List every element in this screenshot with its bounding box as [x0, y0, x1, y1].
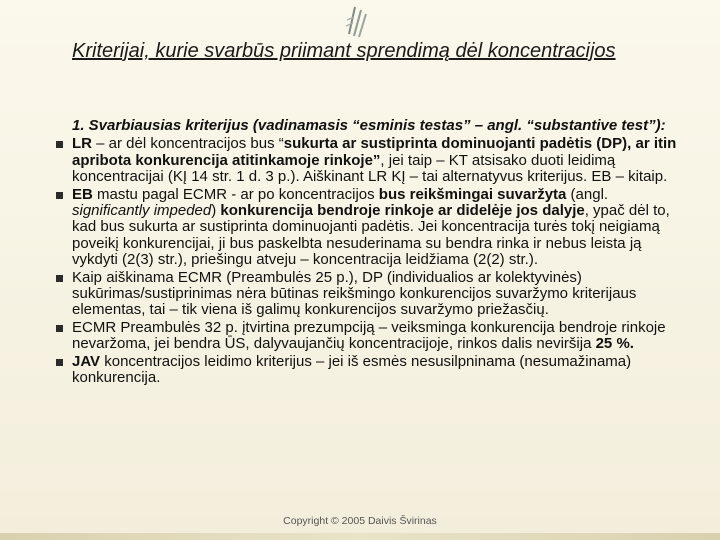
feather-logo-icon [340, 4, 370, 40]
bullet-text-bold: LR [72, 135, 92, 153]
bullet-item [72, 187, 684, 269]
square-bullet-icon [56, 192, 63, 199]
copyright-footer: Copyright © 2005 Daivis Švirinas [283, 515, 437, 527]
square-bullet-icon [56, 141, 63, 148]
slide-title: Kriterijai, kurie svarbūs priimant sprendimą dėl koncentracijos [72, 40, 616, 62]
square-bullet-icon [56, 359, 63, 366]
bullet-text: koncentracijos leidimo kriterijus – jei iš esmės nesusilpninama (nesumažinama) konkurencija. [72, 352, 632, 387]
bullet-text: Kaip aiškinama ECMR (Preambulės 25 p.), DP (individualios ar kolektyvinės) sukūrimas/sustiprinimas nėra būtinas reikšmingo konkurencijos suvaržymo kriterijaus elementas, tai – tik viena iš galimų konkurencijos suvaržymo priežasčių. [72, 268, 637, 319]
slide-content [72, 118, 684, 388]
square-bullet-icon [56, 275, 63, 282]
bullet-text: ) [211, 202, 221, 220]
footer-band [0, 533, 720, 540]
bullet-item [72, 320, 684, 353]
bullet-list [72, 136, 684, 386]
bullet-text: mastu pagal ECMR - ar po koncentracijos [92, 185, 379, 203]
bullet-text-bold: 25 %. [595, 335, 634, 353]
square-bullet-icon [56, 325, 63, 332]
bullet-item [72, 136, 684, 185]
lead-paragraph: 1. Svarbiausias kriterijus (vadinamasis “esminis testas” – angl. “substantive test”): [72, 117, 666, 134]
bullet-text: ECMR Preambulės 32 p. įtvirtina prezumpciją – veiksminga konkurencija bendroje rinkoje nevaržoma, jei bendra ŪS, dalyvaujančių koncentracijoje, rinkos dalis neviršija [72, 318, 666, 353]
bullet-text: (angl. [566, 185, 609, 203]
bullet-text-bold: EB [72, 185, 93, 203]
bullet-text-bold: bus reikšmingai suvaržyta [378, 185, 567, 203]
bullet-text-bold: JAV [72, 352, 101, 370]
bullet-text: , jei taip – KT atsisako duoti leidimą koncentracijai (KĮ 14 str. 1 d. 3 p.). Aiškinant LR KĮ – tai alternatyvus kriterijus. EB – kitaip. [72, 151, 668, 186]
bullet-item [72, 354, 684, 387]
bullet-text: , ypač dėl to, kad bus sukurta ar sustiprinta dominuojanti padėtis. Jei koncentracija turės tokį neigiamą poveikį konkurencijai, ji bus paskelbta nesuderinama su bendra rinka ir nebus leista ją vykdyti (2(3) str.), priešingu atveju – koncentracija leidžiama (2(2) str.). [72, 202, 670, 269]
bullet-text: – ar dėl koncentracijos bus “ [92, 135, 284, 153]
bullet-text-italic: significantly impeded [72, 202, 212, 220]
bullet-item [72, 270, 684, 319]
bullet-text-bold: konkurencija bendroje rinkoje ar didelėje jos dalyje [220, 202, 585, 220]
bullet-text-bold: sukurta ar sustiprinta dominuojanti padėtis (DP), ar itin apribota konkurencija atitinkamoje rinkoje” [72, 135, 677, 169]
